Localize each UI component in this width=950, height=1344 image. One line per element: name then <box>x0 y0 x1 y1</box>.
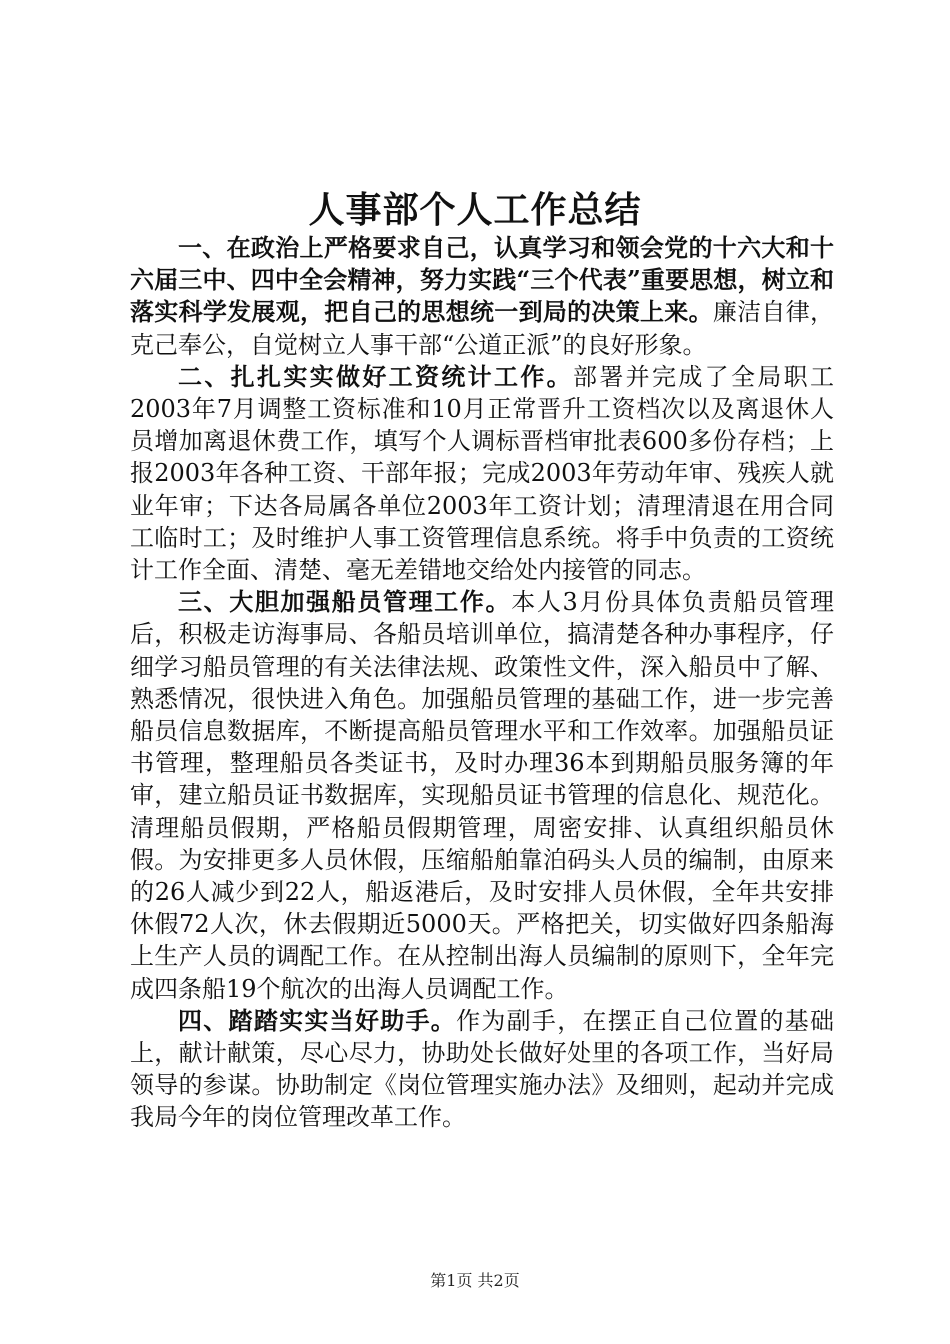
document-body <box>130 232 834 1134</box>
page-footer: 第1页 共2页 <box>430 1271 520 1290</box>
page-title: 人事部个人工作总结 <box>308 189 642 231</box>
paragraph-crew-management <box>130 586 834 1005</box>
paragraph-wage-statistics <box>130 361 834 586</box>
paragraph-heading: 三、大胆加强船员管理工作。 <box>178 587 512 617</box>
paragraph-heading: 一、在政治上严格要求自己，认真学习和领会党的十六大和十六届三中、四中全会精神，努力实践“三个代表”重要思想，树立和落实科学发展观，把自己的思想统一到局的决策上来。 <box>130 233 834 327</box>
paragraph-text: 廉洁自律，克己奉公，自觉树立人事干部“公道正派”的良好形象。 <box>130 298 835 359</box>
paragraph-political <box>130 232 834 361</box>
paragraph-assistant-role <box>130 1005 834 1134</box>
paragraph-text: 作为副手，在摆正自己位置的基础上，献计献策，尽心尽力，协助处长做好处里的各项工作，当好局领导的参谋。协助制定《岗位管理实施办法》及细则，起动并完成我局今年的岗位管理改革工作。 <box>130 1006 835 1132</box>
paragraph-text: 部署并完成了全局职工2003年7月调整工资标准和10月正常晋升工资档次以及离退休人员增加离退休费工作，填写个人调标晋档审批表600多份存档；上报2003年各种工资、干部年报；完成2003年劳动年审、残疾人就业年审；下达各局属各单位2003年工资计划；清理清退在用合同工临时工；及时维护人事工资管理信息系统。将手中负责的工资统计工作全面、清楚、毫无差错地交给处内接管的同志。 <box>130 362 834 585</box>
paragraph-heading: 四、踏踏实实当好助手。 <box>178 1005 457 1035</box>
paragraph-text: 本人3月份具体负责船员管理后，积极走访海事局、各船员培训单位，搞清楚各种办事程序，仔细学习船员管理的有关法律法规、政策性文件，深入船员中了解、熟悉情况，很快进入角色。加强船员管理的基础工作，进一步完善船员信息数据库，不断提高船员管理水平和工作效率。加强船员证书管理，整理船员各类证书，及时办理36本到期船员服务簿的年审，建立船员证书数据库，实现船员证书管理的信息化、规范化。清理船员假期，严格船员假期管理，周密安排、认真组织船员休假。为安排更多人员休假，压缩船舶靠泊码头人员的编制，由原来的26人减少到22人，船返港后，及时安排人员休假，全年共安排休假72人次，休去假期近5000天。严格把关，切实做好四条船海上生产人员的调配工作。在从控制出海人员编制的原则下，全年完成四条船19个航次的出海人员调配工作。 <box>130 588 835 1003</box>
paragraph-heading: 二、扎扎实实做好工资统计工作。 <box>178 361 573 391</box>
